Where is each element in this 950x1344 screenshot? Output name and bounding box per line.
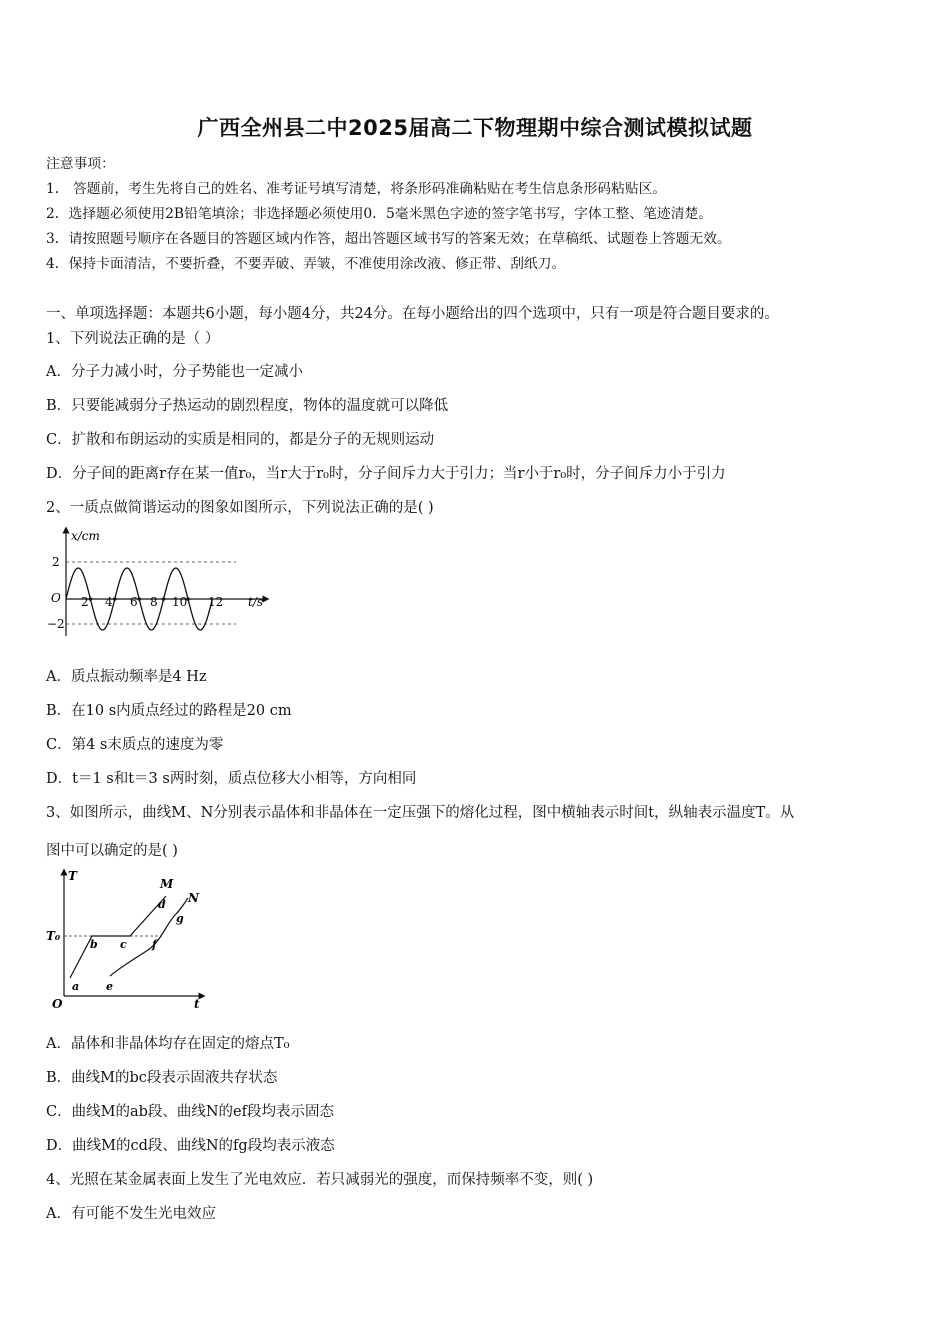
curve-M (70, 896, 166, 978)
notice-item-3: 3．请按照题号顺序在各题目的答题区域内作答，超出答题区域书写的答案无效；在草稿纸、试题卷上答题无效。 (46, 231, 731, 247)
shm-ylabel: x/cm (71, 529, 100, 543)
melting-graph (44, 866, 212, 1014)
melting-T-label: T (68, 869, 77, 883)
q3-option-a: A．晶体和非晶体均存在固定的熔点T₀ (46, 1036, 290, 1052)
q3-option-d: D．曲线M的cd段、曲线N的fg段均表示液态 (46, 1138, 335, 1154)
q2-stem: 2、一质点做简谐运动的图象如图所示，下列说法正确的是( ) (46, 500, 434, 516)
q2-option-d: D．t＝1 s和t＝3 s两时刻，质点位移大小相等，方向相同 (46, 771, 417, 787)
section-heading: 一、单项选择题：本题共6小题，每小题4分，共24分。在每小题给出的四个选项中，只有一项是符合题目要求的。 (46, 306, 779, 322)
melting-O-label: O (52, 997, 63, 1011)
q3-stem-line-1: 3、如图所示，曲线M、N分别表示晶体和非晶体在一定压强下的熔化过程，图中横轴表示时间t，纵轴表示温度T。从 (46, 805, 795, 821)
q4-option-a: A．有可能不发生光电效应 (46, 1206, 216, 1222)
shm-origin: O (51, 591, 61, 605)
notice-item-4: 4．保持卡面清洁，不要折叠，不要弄破、弄皱，不准使用涂改液、修正带、刮纸刀。 (46, 256, 566, 272)
q3-stem-line-2: 图中可以确定的是( ) (46, 843, 178, 859)
q1-stem: 1、下列说法正确的是（ ） (46, 331, 220, 347)
label-c: c (120, 938, 127, 951)
shm-ytick-pos: 2 (52, 555, 60, 569)
label-a: a (72, 980, 80, 993)
q2-option-a: A．质点振动频率是4 Hz (46, 669, 207, 685)
q1-option-d: D．分子间的距离r存在某一值r₀，当r大于r₀时，分子间斥力大于引力；当r小于r₀时，分子间斥力小于引力 (46, 466, 726, 482)
label-f: f (152, 938, 157, 951)
curve-N (110, 898, 188, 976)
melting-t-label: t (194, 997, 200, 1011)
shm-xtick-8: 8 (150, 595, 158, 609)
notice-item-1: 1． 答题前，考生先将自己的姓名、准考证号填写清楚，将条形码准确粘贴在考生信息条形码粘贴区。 (46, 181, 667, 197)
shm-xtick-6: 6 (130, 595, 138, 609)
q2-option-b: B．在10 s内质点经过的路程是20 cm (46, 703, 292, 719)
q2-option-c: C．第4 s末质点的速度为零 (46, 737, 224, 753)
shm-xtick-4: 4 (105, 595, 113, 609)
q3-option-c: C．曲线M的ab段、曲线N的ef段均表示固态 (46, 1104, 335, 1120)
page-title: 广西全州县二中2025届高二下物理期中综合测试模拟试题 (197, 116, 753, 140)
shm-zero-crossing-dot (89, 597, 93, 601)
q1-option-b: B．只要能减弱分子热运动的剧烈程度，物体的温度就可以降低 (46, 398, 449, 414)
shm-ytick-neg: −2 (47, 617, 65, 631)
shm-xtick-10: 10 (172, 595, 188, 609)
shm-xtick-2: 2 (81, 595, 89, 609)
q1-option-a: A．分子力减小时，分子势能也一定减小 (46, 364, 303, 380)
shm-graph (44, 524, 276, 642)
melting-T0-label: T₀ (46, 929, 61, 943)
shm-zero-crossing-dot (162, 597, 166, 601)
label-e: e (106, 980, 113, 993)
shm-xtick-12: 12 (208, 595, 224, 609)
label-d: d (158, 898, 166, 911)
q3-option-b: B．曲线M的bc段表示固液共存状态 (46, 1070, 278, 1086)
shm-xlabel: t/s (248, 595, 264, 609)
label-b: b (90, 938, 98, 951)
q4-stem: 4、光照在某金属表面上发生了光电效应．若只减弱光的强度，而保持频率不变，则( ) (46, 1172, 594, 1188)
shm-zero-crossing-dot (113, 597, 117, 601)
q1-option-c: C．扩散和布朗运动的实质是相同的，都是分子的无规则运动 (46, 432, 435, 448)
label-N: N (188, 891, 199, 905)
notice-heading: 注意事项： (46, 156, 115, 172)
label-g: g (176, 912, 184, 925)
label-M: M (160, 877, 174, 891)
shm-zero-crossing-dot (137, 597, 141, 601)
notice-item-2: 2．选择题必须使用2B铅笔填涂；非选择题必须使用0．5毫米黑色字迹的签字笔书写，字体工整、笔迹清楚。 (46, 206, 713, 222)
